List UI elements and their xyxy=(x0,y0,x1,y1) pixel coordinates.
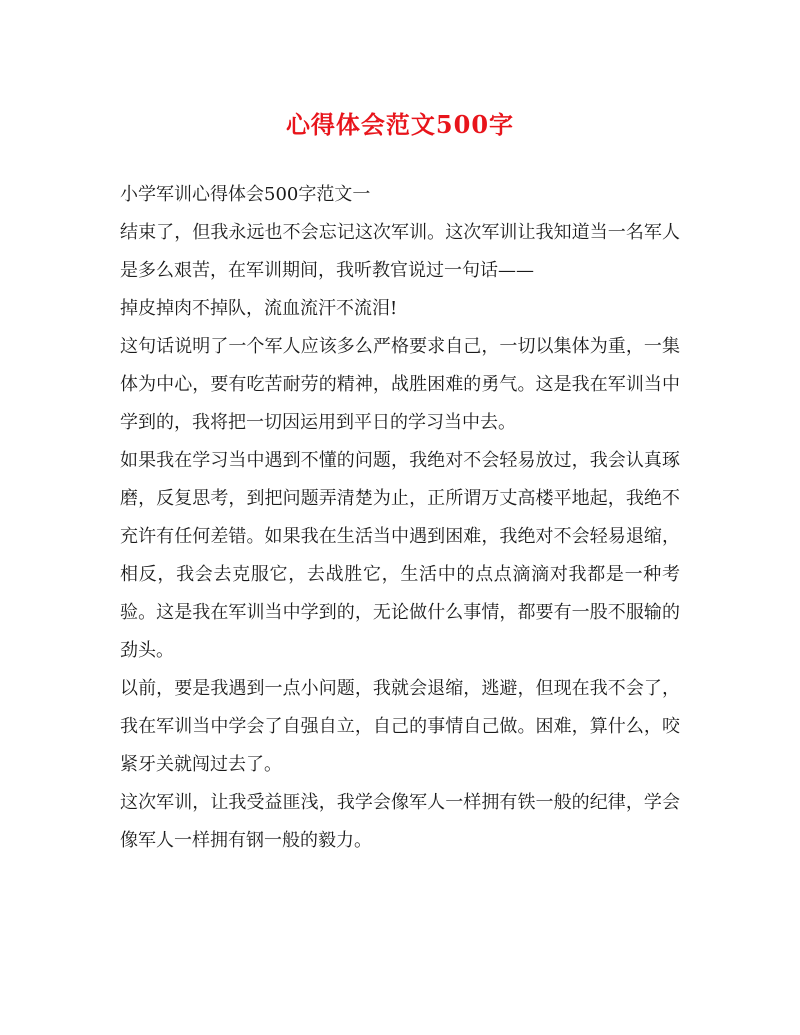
document-title: 心得体会范文500字 xyxy=(285,110,515,139)
paragraph-subtitle: 小学军训心得体会500字范文一 xyxy=(120,184,371,205)
paragraph: 结束了，但我永远也不会忘记这次军训。这次军训让我知道当一名军人是多么艰苦，在军训期间，我听教官说过一句话—— xyxy=(120,222,680,281)
paragraph: 这句话说明了一个军人应该多么严格要求自己，一切以集体为重，一集体为中心，要有吃苦耐劳的精神，战胜困难的勇气。这是我在军训当中学到的，我将把一切因运用到平日的学习当中去。 xyxy=(120,336,680,433)
document-body xyxy=(120,176,680,860)
paragraph: 以前，要是我遇到一点小问题，我就会退缩，逃避，但现在我不会了，我在军训当中学会了自强自立，自己的事情自己做。困难，算什么，咬紧牙关就闯过去了。 xyxy=(120,678,680,775)
paragraph: 这次军训，让我受益匪浅，我学会像军人一样拥有铁一般的纪律，学会像军人一样拥有钢一般的毅力。 xyxy=(120,792,680,851)
paragraph: 如果我在学习当中遇到不懂的问题，我绝对不会轻易放过，我会认真琢磨，反复思考，到把问题弄清楚为止，正所谓万丈高楼平地起，我绝不充许有任何差错。如果我在生活当中遇到困难，我绝对不会轻易退缩，相反，我会去克服它，去战胜它，生活中的点点滴滴对我都是一种考验。这是我在军训当中学到的，无论做什么事情，都要有一股不服输的劲头。 xyxy=(120,450,680,661)
paragraph: 掉皮掉肉不掉队，流血流汗不流泪! xyxy=(120,298,398,319)
